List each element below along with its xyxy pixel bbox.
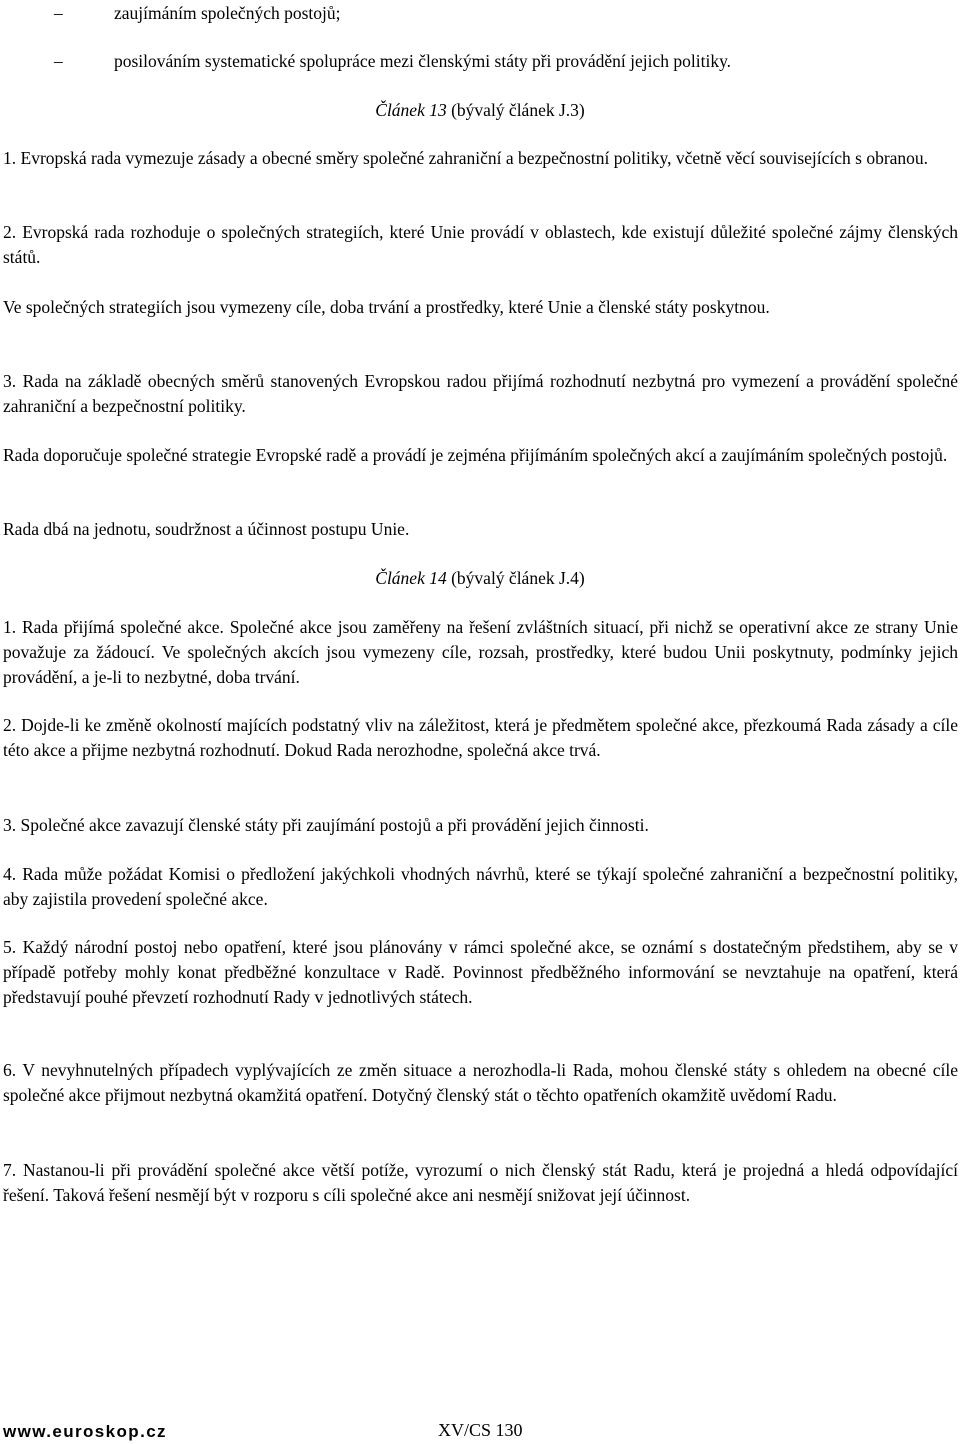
article-13-paragraph-2b: Ve společných strategiích jsou vymezeny cíle, doba trvání a prostředky, které Unie a členské státy poskytnou. [3, 297, 770, 317]
article-13-title-italic: Článek 13 [375, 100, 447, 120]
footer-website: www.euroskop.cz [3, 1422, 167, 1441]
bullet-item [54, 1, 934, 26]
article-13-paragraph-1: 1. Evropská rada vymezuje zásady a obecné směry společné zahraniční a bezpečnostní politiky, včetně věcí souvisejících s obranou. [3, 148, 929, 168]
article-14-heading [0, 566, 960, 591]
article-14-paragraph-3: 3. Společné akce zavazují členské státy při zaujímání postojů a při provádění jejich činnosti. [3, 815, 649, 835]
article-14-paragraph-1: 1. Rada přijímá společné akce. Společné akce jsou zaměřeny na řešení zvláštních situací, při nichž se operativní akce ze strany Unie považuje za žádoucí. Ve společných akcích jsou vymezeny cíle, rozsah, prostředky, které budou Unii poskytnuty, podmínky jejich provádění, a je-li to nezbytné, doba trvání. [3, 617, 958, 687]
article-13-heading [0, 98, 960, 123]
article-14-title-italic: Článek 14 [375, 568, 447, 588]
article-14-paragraph-5: 5. Každý národní postoj nebo opatření, které jsou plánovány v rámci společné akce, se oznámí s dostatečným předstihem, aby se v případě potřeby mohly konat předběžné konzultace v Radě. Povinnost předběžného informování se nevztahuje na opatření, která představují pouhé převzetí rozhodnutí Rady v jednotlivých státech. [3, 937, 958, 1007]
bullet-text: posilováním systematické spolupráce mezi členskými státy při provádění jejich politiky. [114, 51, 732, 71]
article-13-paragraph-2: 2. Evropská rada rozhoduje o společných strategiích, které Unie provádí v oblastech, kde existují důležité společné zájmy členských států. [3, 222, 958, 267]
article-14-title-rest: (bývalý článek J.4) [446, 568, 585, 588]
article-14-paragraph-2: 2. Dojde-li ke změně okolností majících podstatný vliv na záležitost, která je předmětem společné akce, přezkoumá Rada zásady a cíle této akce a přijme nezbytná rozhodnutí. Dokud Rada nerozhodne, společná akce trvá. [3, 715, 958, 760]
footer-page-ref: XV/CS 130 [438, 1420, 523, 1440]
article-14-paragraph-6: 6. V nevyhnutelných případech vyplývajících ze změn situace a nerozhodla-li Rada, mohou členské státy s ohledem na obecné cíle společné akce přijmout nezbytná okamžitá opatření. Dotyčný členský stát o těchto opatřeních okamžitě uvědomí Radu. [3, 1060, 958, 1105]
bullet-item [54, 49, 934, 74]
article-13-paragraph-3c: Rada dbá na jednotu, soudržnost a účinnost postupu Unie. [3, 519, 410, 539]
bullet-dash: – [54, 3, 63, 23]
article-13-paragraph-3b: Rada doporučuje společné strategie Evropské radě a provádí je zejména přijímáním společných akcí a zaujímáním společných postojů. [3, 445, 948, 465]
bullet-text: zaujímáním společných postojů; [114, 3, 341, 23]
article-14-paragraph-7: 7. Nastanou-li při provádění společné akce větší potíže, vyrozumí o nich členský stát Radu, která je projedná a hledá odpovídající řešení. Taková řešení nesmějí být v rozporu s cíli společné akce ani nesmějí snižovat její účinnost. [3, 1160, 958, 1205]
article-13-paragraph-3: 3. Rada na základě obecných směrů stanovených Evropskou radou přijímá rozhodnutí nezbytná pro vymezení a provádění společné zahraniční a bezpečnostní politiky. [3, 371, 958, 416]
article-14-paragraph-4: 4. Rada může požádat Komisi o předložení jakýchkoli vhodných návrhů, které se týkají společné zahraniční a bezpečnostní politiky, aby zajistila provedení společné akce. [3, 864, 958, 909]
article-13-title-rest: (bývalý článek J.3) [446, 100, 585, 120]
bullet-dash: – [54, 51, 63, 71]
